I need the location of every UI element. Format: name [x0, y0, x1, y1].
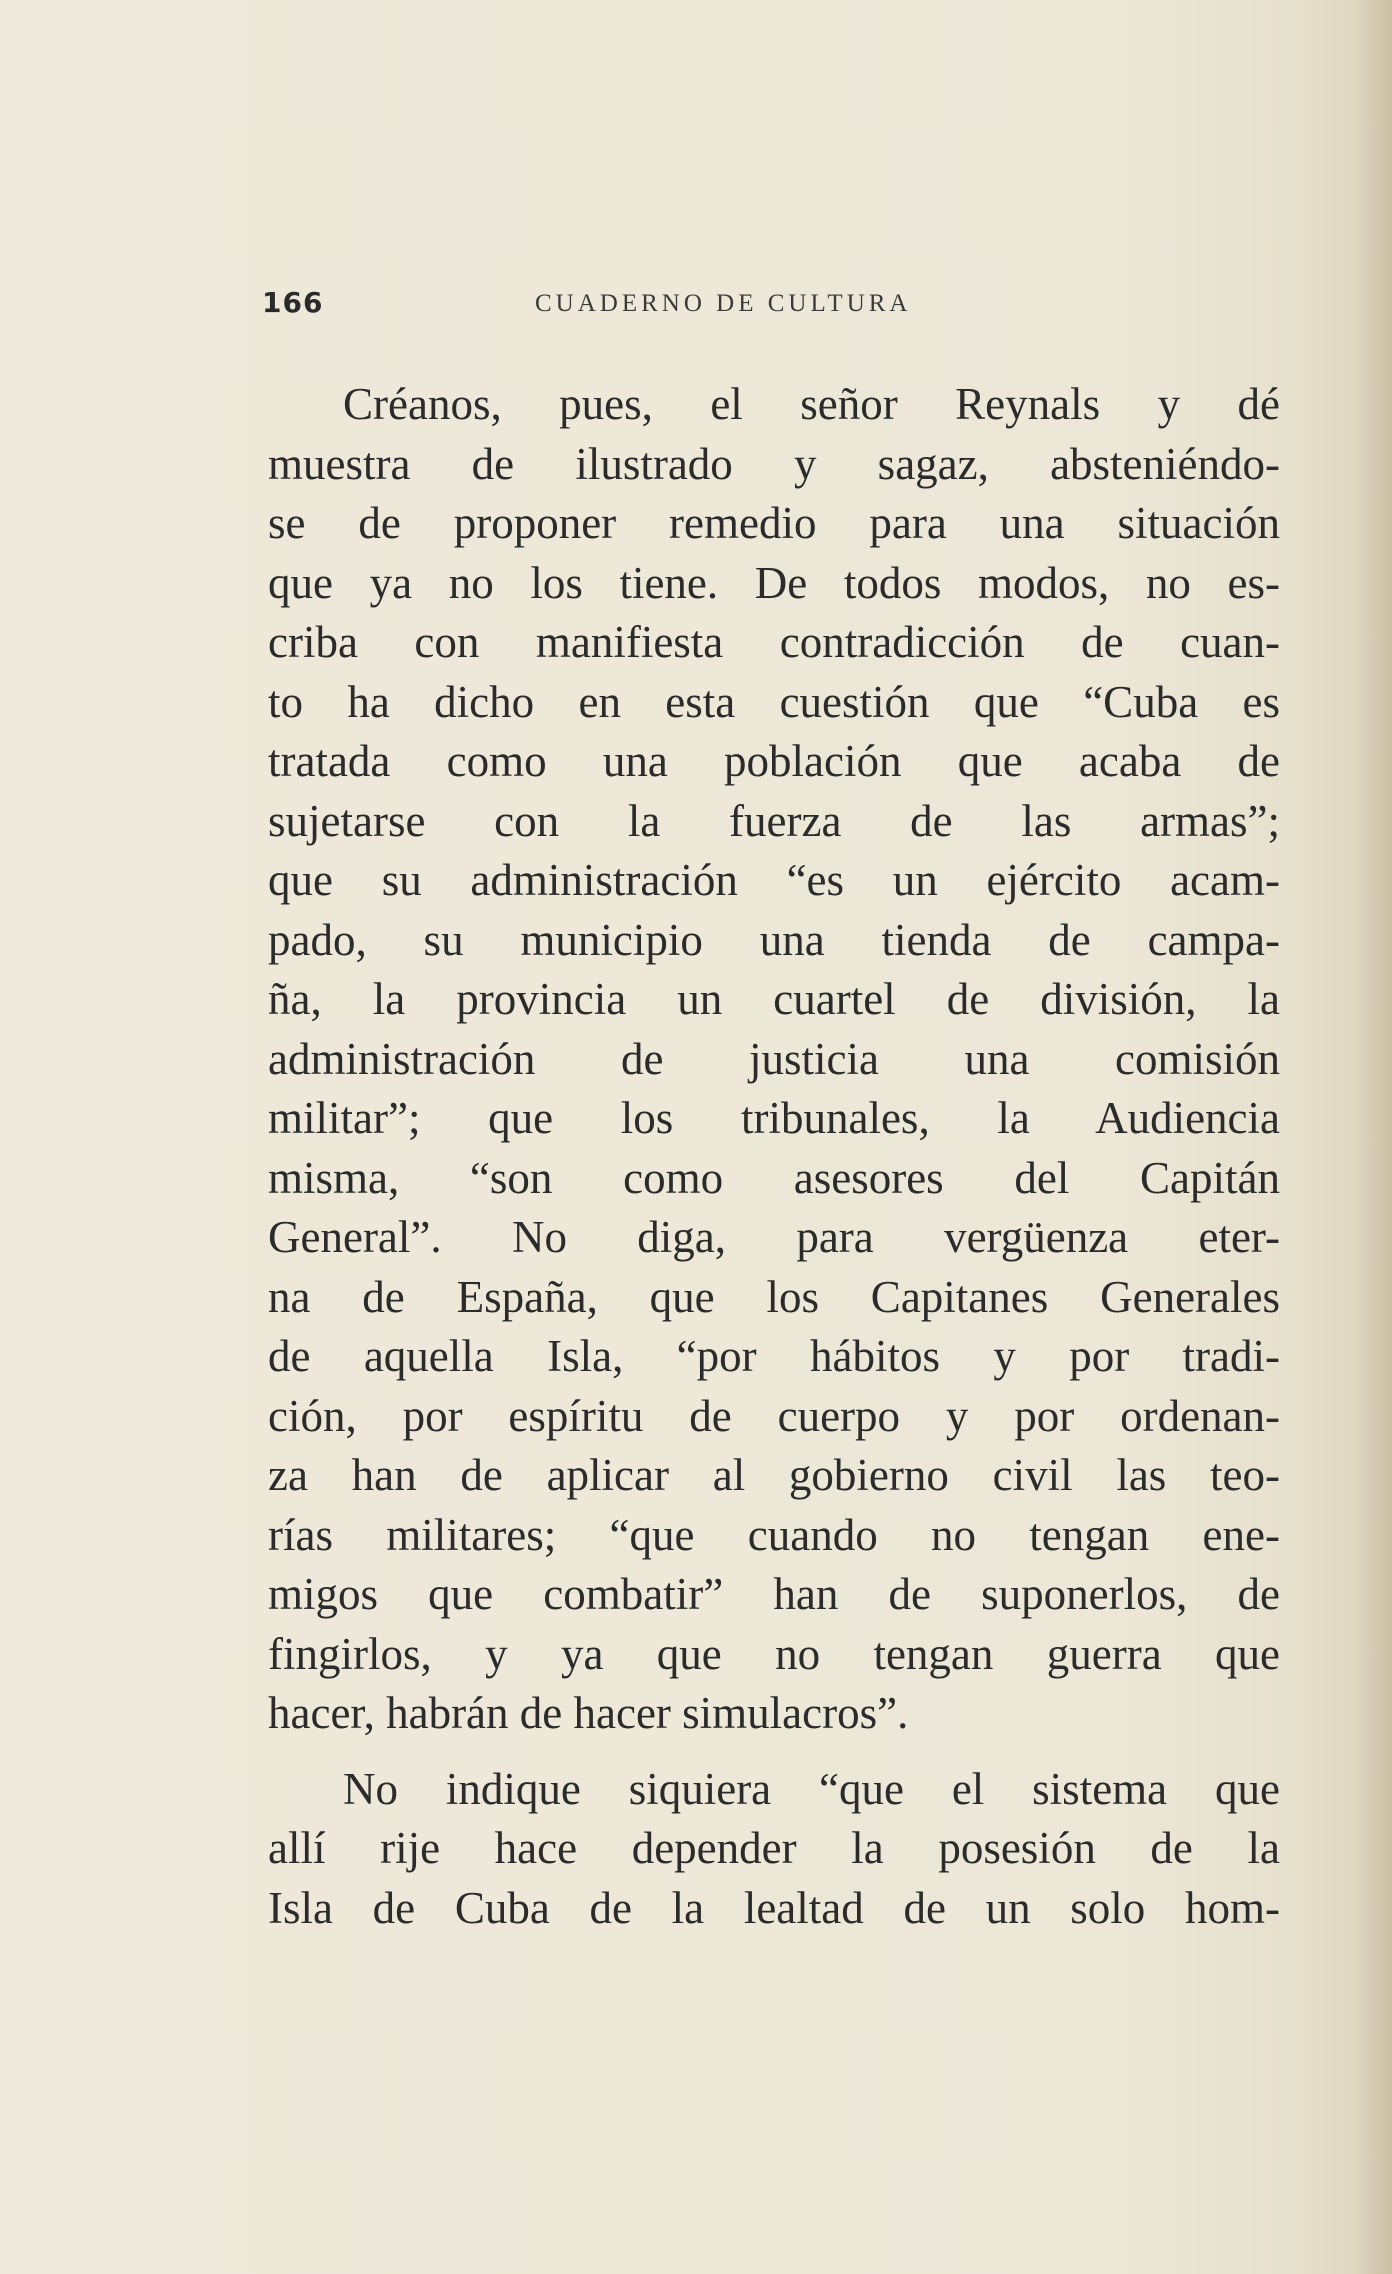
- running-head: [262, 286, 1282, 336]
- paragraph-break: [268, 1744, 1280, 1760]
- text-line: hacer, habrán de hacer simulacros”.: [268, 1688, 909, 1738]
- text-line: muestra de ilustrado y sagaz, absteniéndo-: [268, 438, 1280, 489]
- text-line: se de proponer remedio para una situación: [268, 498, 1280, 548]
- text-line: fingirlos, y ya que no tengan guerra que: [268, 1628, 1280, 1679]
- page-number: 166: [262, 286, 324, 319]
- text-line: General”. No diga, para vergüenza eter-: [268, 1212, 1280, 1262]
- page-edge-shadow: [1354, 0, 1392, 2274]
- text-line: tratada como una población que acaba de: [268, 736, 1280, 786]
- text-line: que su administración “es un ejército acam-: [268, 855, 1280, 905]
- body-text: [268, 375, 1280, 1938]
- text-line: sujetarse con la fuerza de las armas”;: [268, 795, 1280, 846]
- text-line: militar”; que los tribunales, la Audiencia: [268, 1093, 1280, 1143]
- text-line: za han de aplicar al gobierno civil las teo-: [268, 1450, 1280, 1500]
- text-line: rías militares; “que cuando no tengan ene-: [268, 1509, 1280, 1560]
- text-line: de aquella Isla, “por hábitos y por tradi-: [268, 1331, 1280, 1381]
- text-line: na de España, que los Capitanes Generales: [268, 1271, 1280, 1322]
- text-line: Isla de Cuba de la lealtad de un solo hom-: [268, 1882, 1280, 1933]
- text-line: que ya no los tiene. De todos modos, no es-: [268, 557, 1280, 608]
- text-line: administración de justicia una comisión: [268, 1033, 1280, 1084]
- text-line: to ha dicho en esta cuestión que “Cuba es: [268, 676, 1280, 727]
- text-line: allí rije hace depender la posesión de la: [268, 1823, 1280, 1873]
- text-line: No indique siquiera “que el sistema que: [343, 1763, 1280, 1814]
- text-line: migos que combatir” han de suponerlos, de: [268, 1569, 1280, 1619]
- running-title: CUADERNO DE CULTURA: [535, 290, 912, 317]
- text-line: ña, la provincia un cuartel de división, la: [268, 974, 1280, 1024]
- text-line: ción, por espíritu de cuerpo y por ordenan-: [268, 1390, 1280, 1441]
- text-line: misma, “son como asesores del Capitán: [268, 1152, 1280, 1203]
- text-line: criba con manifiesta contradicción de cuan-: [268, 617, 1280, 667]
- text-line: Créanos, pues, el señor Reynals y dé: [343, 379, 1280, 429]
- text-line: pado, su municipio una tienda de campa-: [268, 914, 1280, 965]
